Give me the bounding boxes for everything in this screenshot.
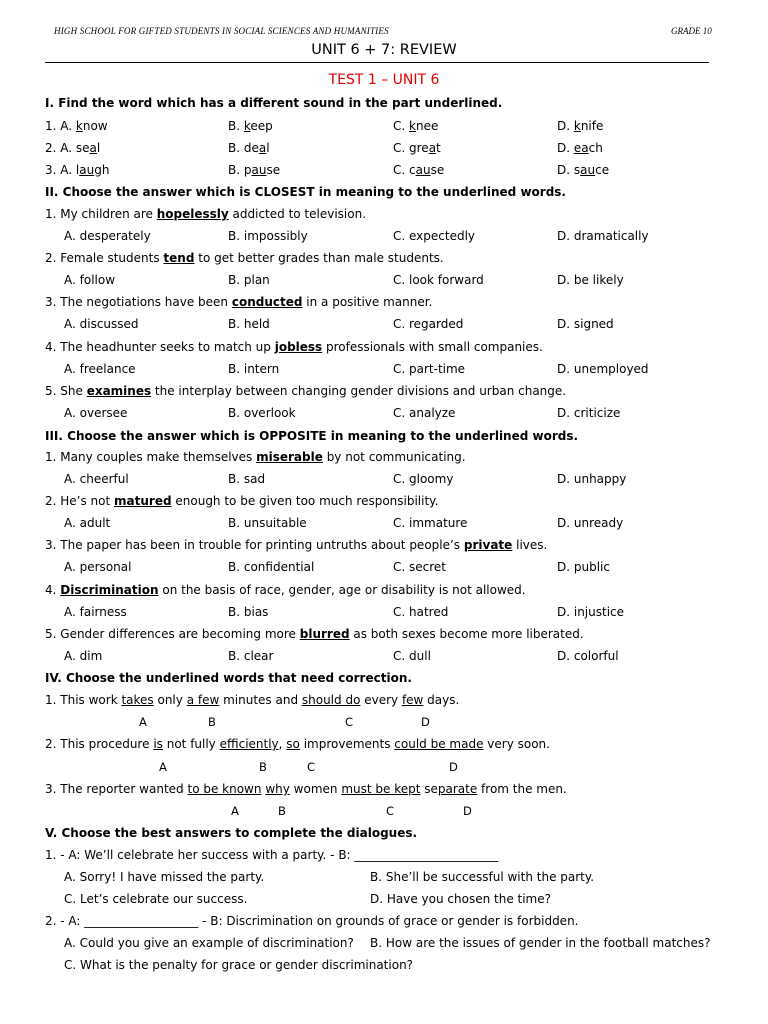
word-part: D. bbox=[557, 141, 574, 155]
text: very soon. bbox=[483, 737, 550, 751]
option-c: C. secret bbox=[393, 560, 446, 575]
question-text: the interplay between changing gender divisions and urban change. bbox=[151, 383, 567, 398]
option-c bbox=[393, 119, 438, 133]
question-text: to get better grades than male students. bbox=[194, 251, 444, 266]
label-d: D bbox=[463, 804, 472, 818]
text: 3. The reporter wanted bbox=[45, 782, 188, 796]
option-c: C. dull bbox=[393, 648, 431, 663]
underlined-a: is bbox=[153, 737, 163, 751]
label-a: A bbox=[159, 760, 167, 774]
word-part: B. p bbox=[228, 163, 252, 177]
question-text: 5. Gender differences are becoming more bbox=[45, 626, 300, 641]
question-1 bbox=[45, 207, 366, 221]
option-d: D. injustice bbox=[557, 604, 625, 619]
option-b: B. unsuitable bbox=[228, 516, 307, 531]
option-b bbox=[228, 119, 273, 133]
word-part: nife bbox=[580, 119, 604, 133]
underlined-sound: a bbox=[428, 141, 437, 155]
question-text: 2. He’s not bbox=[45, 494, 115, 509]
option-a: A. freelance bbox=[64, 361, 136, 376]
question-text: 1. Many couples make themselves bbox=[45, 450, 257, 464]
option-b: B. She’ll be successful with the party. bbox=[370, 870, 595, 884]
label-c: C bbox=[307, 760, 316, 774]
underlined-sound: ea bbox=[573, 141, 589, 155]
text: every bbox=[360, 693, 402, 707]
question-text: 1. My children are bbox=[45, 207, 157, 221]
option-a: A. follow bbox=[64, 273, 116, 288]
word-part: se bbox=[266, 163, 281, 177]
text: se bbox=[420, 782, 438, 796]
question-number: 2. A. bbox=[45, 141, 76, 155]
word-part: t bbox=[436, 141, 441, 155]
word-part: l bbox=[75, 163, 80, 177]
word-part: B. bbox=[228, 119, 244, 133]
option-b: B. plan bbox=[228, 273, 270, 288]
label-c: C bbox=[345, 715, 354, 729]
question-text: 3. The negotiations have been bbox=[45, 295, 232, 310]
underlined-sound: a bbox=[89, 141, 97, 155]
question-1-2 bbox=[45, 141, 100, 155]
option-d: D. public bbox=[557, 560, 610, 575]
text: days. bbox=[423, 693, 460, 707]
option-c: C. Let’s celebrate our success. bbox=[64, 892, 248, 906]
grade-label: GRADE 10 bbox=[671, 26, 712, 36]
underlined-a: takes bbox=[121, 693, 154, 707]
question-4 bbox=[45, 583, 526, 597]
option-c: C. regarded bbox=[393, 317, 464, 332]
text: improvements bbox=[299, 737, 395, 751]
label-b: B bbox=[208, 715, 216, 729]
question-text: lives. bbox=[512, 538, 548, 553]
option-c: C. gloomy bbox=[393, 472, 454, 486]
option-b bbox=[228, 141, 270, 155]
school-name: HIGH SCHOOL FOR GIFTED STUDENTS IN SOCIAL SCIENCES AND HUMANITIES bbox=[54, 26, 389, 36]
option-c: C. part-time bbox=[393, 361, 466, 376]
underlined-b: why bbox=[265, 782, 290, 796]
option-d bbox=[557, 163, 609, 177]
option-b: B. overlook bbox=[228, 405, 296, 420]
question-5 bbox=[45, 384, 566, 398]
label-d: D bbox=[449, 760, 458, 774]
question-3 bbox=[45, 295, 432, 309]
underlined-word: hopelessly bbox=[156, 207, 229, 221]
question-4 bbox=[45, 340, 543, 354]
underlined-sound: a bbox=[258, 141, 267, 155]
option-b: B. impossibly bbox=[228, 229, 308, 243]
text: only bbox=[153, 693, 187, 707]
underlined-c: should do bbox=[301, 693, 361, 707]
question-text: 3. The paper has been in trouble for printing untruths about people’s bbox=[45, 538, 464, 553]
question-text: by not communicating. bbox=[322, 450, 466, 464]
correction-question-1 bbox=[45, 693, 459, 707]
underlined-c: must be kept bbox=[341, 782, 421, 796]
option-a: A. dim bbox=[64, 648, 103, 663]
word-part: eep bbox=[250, 119, 273, 133]
option-b: B. clear bbox=[228, 648, 274, 663]
question-text: 4. The headhunter seeks to match up bbox=[45, 339, 275, 354]
word-part: C. bbox=[393, 119, 410, 133]
underlined-sound: au bbox=[79, 163, 95, 177]
question-1-1 bbox=[45, 119, 108, 133]
text: women bbox=[289, 782, 342, 796]
option-c: C. analyze bbox=[393, 405, 456, 420]
question-text: addicted to television. bbox=[228, 207, 367, 221]
question-text: enough to be given too much responsibility. bbox=[171, 494, 439, 509]
underlined-word: private bbox=[463, 538, 513, 553]
option-c bbox=[393, 141, 441, 155]
option-c: C. expectedly bbox=[393, 229, 476, 243]
word-part: se bbox=[430, 163, 445, 177]
word-part: D. bbox=[557, 119, 574, 133]
option-b: B. bias bbox=[228, 604, 269, 619]
dialogue-question-2: 2. - A: ___________________ - B: Discrimination on grounds of grace or gender is forbidden. bbox=[45, 914, 579, 928]
underlined-word: jobless bbox=[274, 339, 323, 354]
word-part: D. s bbox=[557, 163, 581, 177]
question-text: on the basis of race, gender, age or disability is not allowed. bbox=[158, 582, 526, 597]
option-c: C. look forward bbox=[393, 273, 484, 288]
question-text: professionals with small companies. bbox=[322, 339, 543, 354]
option-a: A. Sorry! I have missed the party. bbox=[64, 870, 265, 884]
question-1 bbox=[45, 450, 466, 464]
option-b: B. intern bbox=[228, 361, 280, 376]
text: 1. This work bbox=[45, 693, 122, 707]
option-c: C. hatred bbox=[393, 604, 449, 619]
underlined-word: matured bbox=[114, 494, 172, 509]
text: not fully bbox=[162, 737, 220, 751]
section-heading-2: II. Choose the answer which is CLOSEST in meaning to the underlined words. bbox=[45, 185, 566, 199]
option-d: D. dramatically bbox=[557, 229, 649, 243]
option-d: D. colorful bbox=[557, 648, 619, 663]
option-a: A. Could you give an example of discrimination? bbox=[64, 936, 354, 950]
option-a: A. fairness bbox=[64, 604, 127, 619]
section-heading-5: V. Choose the best answers to complete the dialogues. bbox=[45, 826, 418, 840]
word-part: B. de bbox=[228, 141, 259, 155]
option-c: C. immature bbox=[393, 516, 468, 531]
underlined-d: few bbox=[401, 693, 424, 707]
underlined-sound: k bbox=[573, 119, 581, 133]
word-part: now bbox=[82, 119, 108, 133]
option-b: B. confidential bbox=[228, 560, 315, 575]
word-part: l bbox=[96, 141, 101, 155]
word-part: C. c bbox=[393, 163, 416, 177]
question-2 bbox=[45, 251, 444, 265]
option-d bbox=[557, 141, 603, 155]
dialogue-question-1: 1. - A: We’ll celebrate her success with a party. - B: ________________________ bbox=[45, 848, 499, 862]
underlined-word: Discrimination bbox=[60, 582, 159, 597]
question-2 bbox=[45, 494, 438, 508]
underlined-word: miserable bbox=[256, 450, 323, 464]
header-rule bbox=[45, 62, 709, 63]
underlined-d: parate bbox=[437, 782, 478, 796]
question-1-3 bbox=[45, 163, 109, 177]
underlined-d: could be made bbox=[394, 737, 484, 751]
question-number: 3. A. bbox=[45, 163, 76, 177]
option-b: B. How are the issues of gender in the football matches? bbox=[370, 936, 711, 950]
underlined-sound: k bbox=[75, 119, 83, 133]
option-d: D. signed bbox=[557, 317, 614, 332]
underlined-b: efficiently bbox=[219, 737, 279, 751]
word-part: gh bbox=[94, 163, 110, 177]
option-b bbox=[228, 163, 280, 177]
question-text: 5. She bbox=[45, 383, 87, 398]
label-a: A bbox=[231, 804, 239, 818]
word-part: C. gre bbox=[393, 141, 429, 155]
label-d: D bbox=[421, 715, 430, 729]
correction-question-3 bbox=[45, 782, 567, 796]
option-d: D. be likely bbox=[557, 273, 624, 288]
question-text: 4. bbox=[45, 582, 61, 597]
option-d bbox=[557, 119, 603, 133]
correction-question-2 bbox=[45, 737, 550, 751]
option-d: D. unhappy bbox=[557, 472, 627, 486]
text: minutes and bbox=[219, 693, 302, 707]
underlined-word: examines bbox=[86, 383, 152, 398]
option-b: B. sad bbox=[228, 472, 266, 486]
underlined-sound: au bbox=[251, 163, 267, 177]
option-a: A. adult bbox=[64, 516, 111, 531]
question-5 bbox=[45, 627, 584, 641]
underlined-word: conducted bbox=[231, 295, 303, 310]
option-d: D. criticize bbox=[557, 405, 621, 420]
question-number: 1. A. bbox=[45, 119, 76, 133]
underlined-a: to be known bbox=[187, 782, 262, 796]
option-a: A. discussed bbox=[64, 317, 139, 332]
text: , bbox=[278, 737, 287, 751]
option-d: D. Have you chosen the time? bbox=[370, 892, 551, 906]
question-text: as both sexes become more liberated. bbox=[349, 626, 584, 641]
option-a: A. cheerful bbox=[64, 472, 129, 486]
underlined-sound: au bbox=[415, 163, 431, 177]
option-b: B. held bbox=[228, 317, 270, 332]
word-part: nee bbox=[415, 119, 439, 133]
section-heading-3: III. Choose the answer which is OPPOSITE in meaning to the underlined words. bbox=[45, 429, 579, 443]
underlined-sound: au bbox=[580, 163, 596, 177]
unit-title: UNIT 6 + 7: REVIEW bbox=[311, 42, 457, 58]
underlined-c: so bbox=[286, 737, 300, 751]
test-title: TEST 1 – UNIT 6 bbox=[328, 72, 440, 88]
question-text: 2. Female students bbox=[45, 251, 164, 266]
underlined-sound: k bbox=[409, 119, 416, 133]
option-c bbox=[393, 163, 444, 177]
underlined-word: tend bbox=[163, 251, 195, 266]
underlined-sound: k bbox=[243, 119, 251, 133]
section-heading-4: IV. Choose the underlined words that need correction. bbox=[45, 671, 412, 685]
text: from the men. bbox=[477, 782, 567, 796]
underlined-b: a few bbox=[186, 693, 220, 707]
question-3 bbox=[45, 538, 547, 552]
option-d: D. unready bbox=[557, 516, 624, 531]
section-heading-1: I. Find the word which has a different sound in the part underlined. bbox=[45, 96, 503, 110]
option-a: A. personal bbox=[64, 560, 132, 575]
option-c: C. What is the penalty for grace or gender discrimination? bbox=[64, 958, 414, 972]
word-part: ce bbox=[595, 163, 610, 177]
option-a: A. oversee bbox=[64, 405, 128, 420]
option-d: D. unemployed bbox=[557, 361, 649, 376]
label-a: A bbox=[139, 715, 147, 729]
label-b: B bbox=[278, 804, 286, 818]
option-a: A. desperately bbox=[64, 229, 151, 243]
word-part: ch bbox=[588, 141, 603, 155]
word-part: l bbox=[266, 141, 270, 155]
label-c: C bbox=[386, 804, 395, 818]
text: 2. This procedure bbox=[45, 737, 154, 751]
question-text: in a positive manner. bbox=[302, 295, 433, 310]
word-part: se bbox=[75, 141, 90, 155]
label-b: B bbox=[259, 760, 267, 774]
underlined-word: blurred bbox=[299, 626, 350, 641]
